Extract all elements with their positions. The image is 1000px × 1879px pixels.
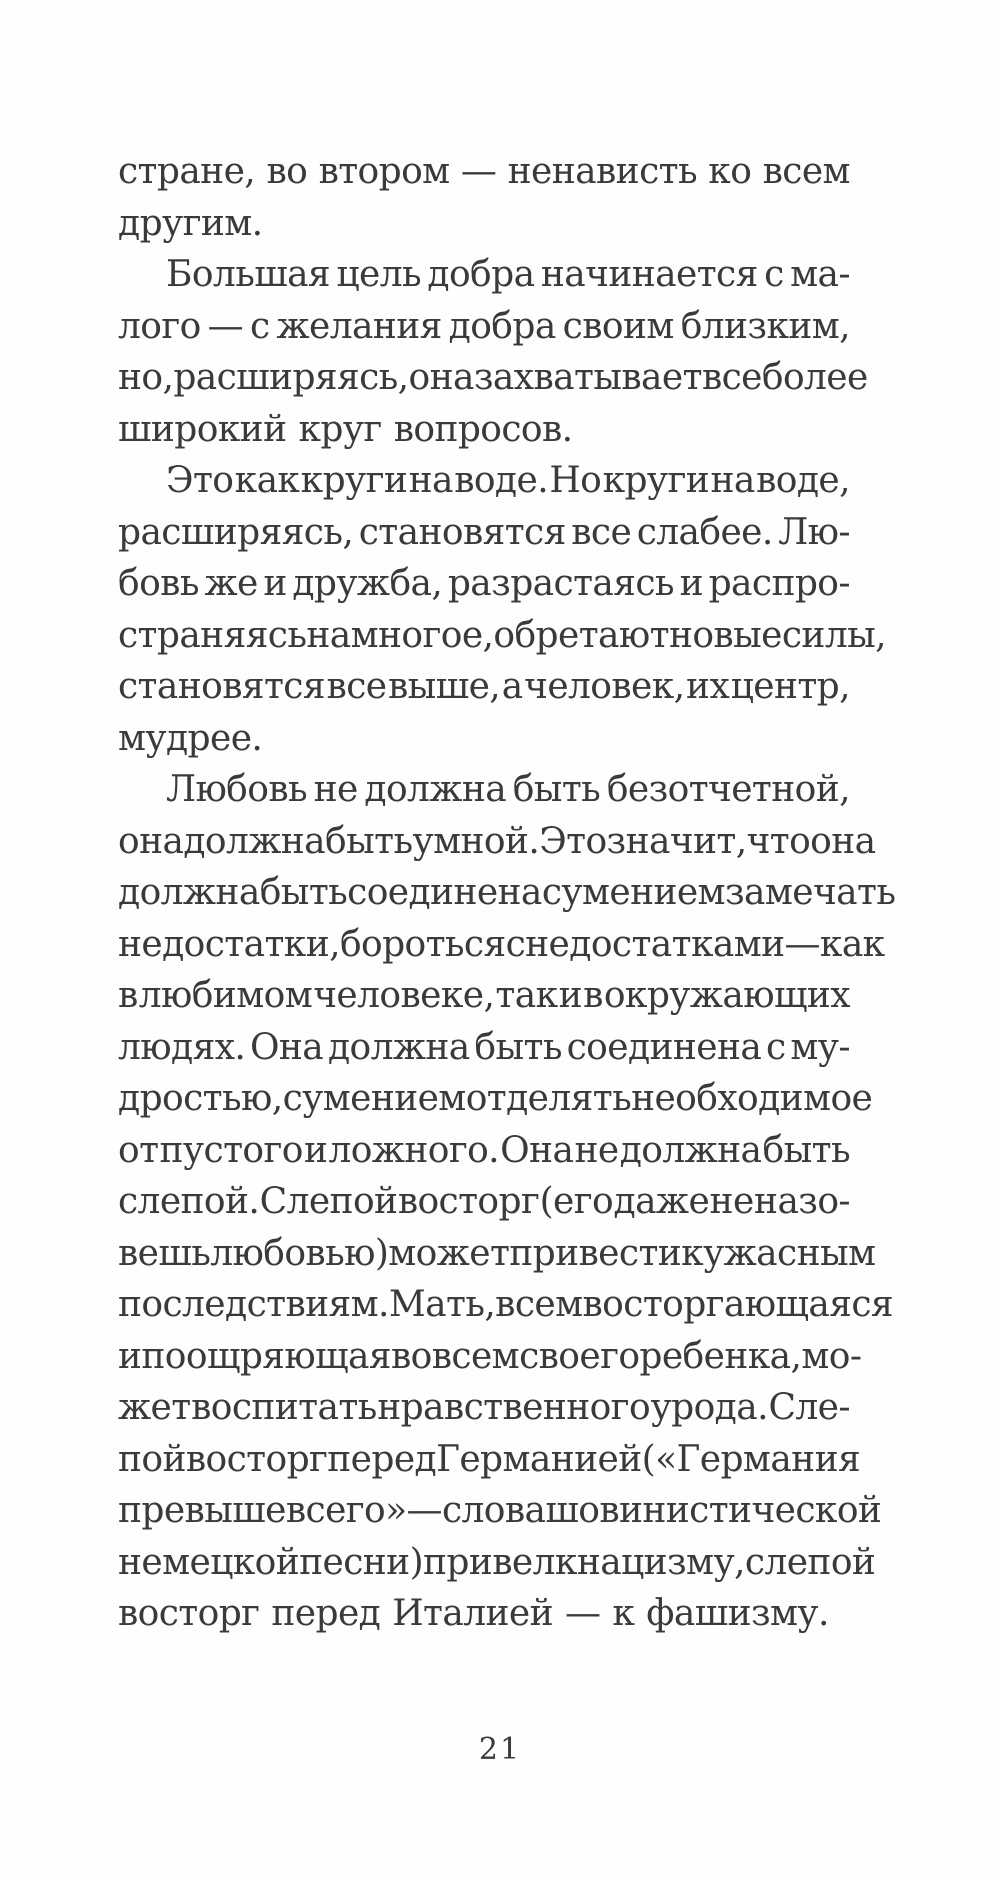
text-line: становятся все выше, а человек, их центр, [118,666,850,707]
text-line: расширяясь, становятся все слабее. Лю- [118,511,850,553]
text-line: широкий круг вопросов. [118,408,573,450]
text-line: но, расширяясь, она захватывает все более [118,357,868,398]
text-line: последствиям. Мать, всем восторгающаяся [118,1284,894,1325]
body-text [118,146,896,1640]
text-line: восторг перед Италией — к фашизму. [118,1593,829,1634]
text-line: слепой. Слепой восторг (его даже не назо- [118,1181,850,1222]
text-line: от пустого и ложного. Она не должна быть [118,1129,850,1171]
text-line: пой восторг перед Германией («Германия [118,1438,861,1480]
text-line: Большая цель добра начинается с ма- [166,254,850,295]
text-line: превыше всего» — слова шовинистической [118,1490,882,1531]
text-line: Любовь не должна быть безотчетной, [166,769,850,810]
text-line: стране, во втором — ненависть ко всем [118,151,850,192]
page-number: 21 [478,1732,522,1767]
text-line: жет воспитать нравственного урода. Сле- [118,1387,850,1428]
text-line: Это как круги на воде. Но круги на воде, [166,460,850,501]
text-line: мудрее. [118,717,263,759]
text-line: бовь же и дружба, разрастаясь и распро- [118,563,850,604]
text-line: другим. [118,202,263,244]
text-line: вешь любовью) может привести к ужасным [118,1232,876,1274]
text-line: недостатки, бороться с недостатками — как [118,923,885,965]
text-line: и поощряющая во всем своего ребенка, мо- [118,1335,862,1377]
text-line: дростью, с умением отделять необходимое [118,1078,873,1119]
text-line: она должна быть умной. Это значит, что она [118,820,876,862]
text-line: лого — с желания добра своим близким, [118,305,850,347]
text-line: немецкой песни) привел к нацизму, слепой [118,1541,876,1583]
text-line: людях. Она должна быть соединена с му- [118,1026,850,1068]
text-line: в любимом человеке, так и в окружающих [118,975,850,1016]
text-line: должна быть соединена с умением замечать [118,872,896,913]
text-line: страняясь на многое, обретают новые силы, [118,614,886,656]
